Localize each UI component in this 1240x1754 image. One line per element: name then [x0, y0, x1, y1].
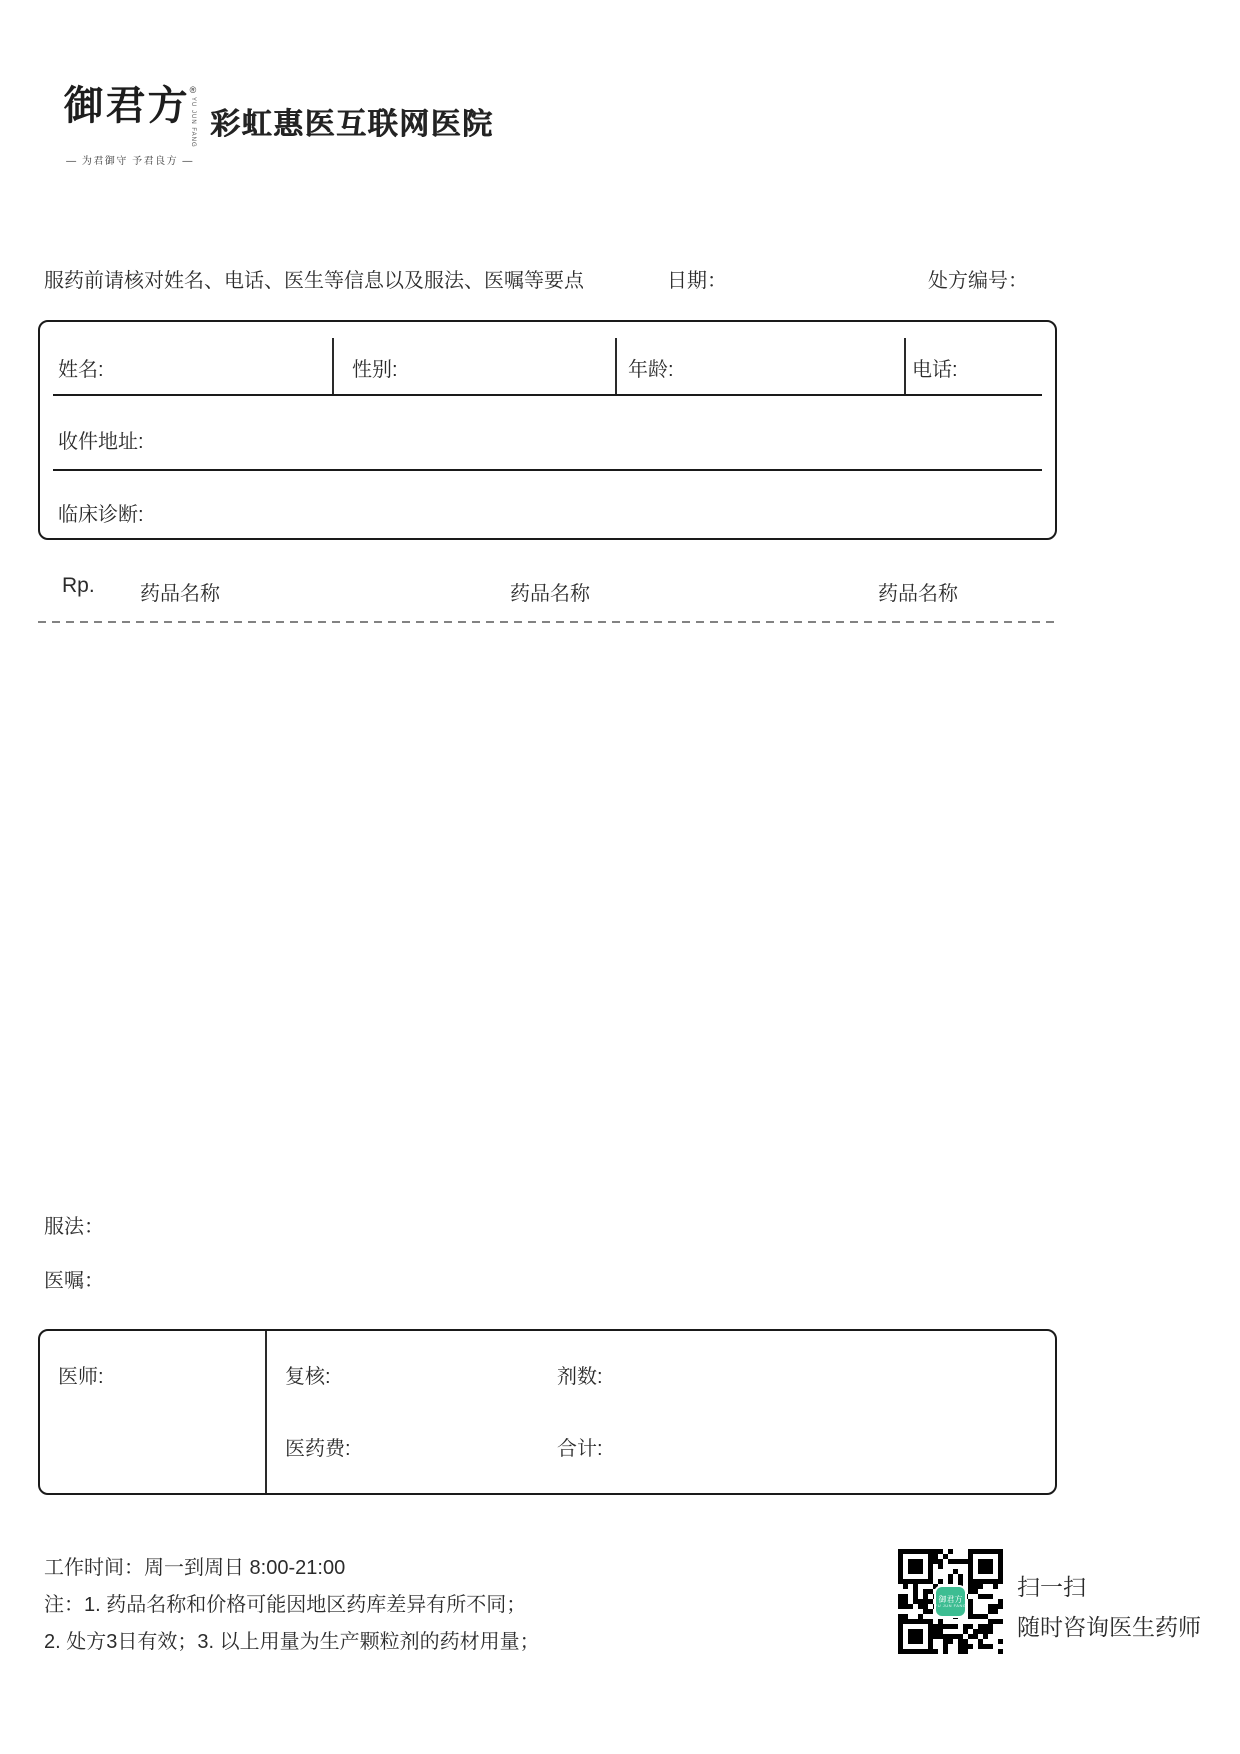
column-divider [332, 338, 334, 394]
prescription-number-label: 处方编号： [928, 270, 1028, 292]
check-reminder-text: 服药前请核对姓名、电话、医生等信息以及服法、医嘱等要点 [44, 270, 584, 292]
column-divider [615, 338, 617, 394]
brand-logo-text: 御君方 [63, 82, 190, 129]
qr-module [903, 1584, 908, 1589]
brand-tagline: — 为君御守 予君良方 — [66, 155, 194, 167]
drug-name-column-header: 药品名称 [510, 583, 590, 605]
medicine-fee-label: 医药费: [285, 1438, 351, 1460]
qr-module [988, 1594, 993, 1599]
qr-module [998, 1639, 1003, 1644]
qr-code [898, 1549, 1003, 1654]
qr-finder-pattern [898, 1549, 933, 1584]
qr-module [928, 1609, 933, 1614]
row-divider [53, 394, 1042, 396]
scan-hint: 随时咨询医生药师 [1017, 1614, 1201, 1640]
qr-module [948, 1639, 953, 1644]
brand-logo [55, 84, 205, 167]
qr-module [988, 1644, 993, 1649]
qr-module [988, 1629, 993, 1634]
scan-label: 扫一扫 [1017, 1574, 1086, 1600]
qr-module [943, 1649, 948, 1654]
qr-module [933, 1649, 938, 1654]
clinical-diagnosis-label: 临床诊断: [58, 504, 144, 526]
dose-count-label: 剂数: [557, 1366, 603, 1388]
advice-label: 医嘱： [44, 1270, 104, 1292]
shipping-address-label: 收件地址: [58, 431, 144, 453]
qr-module [908, 1604, 913, 1609]
note-line-1: 注：1. 药品名称和价格可能因地区药库差异有所不同； [44, 1594, 527, 1616]
patient-info-box [38, 320, 1057, 540]
qr-module [963, 1649, 968, 1654]
note-line-2: 2. 处方3日有效；3. 以上用量为生产颗粒剂的药材用量； [44, 1631, 540, 1653]
column-divider [904, 338, 906, 394]
physician-label: 医师: [58, 1366, 104, 1388]
qr-module [983, 1634, 988, 1639]
work-hours-text: 工作时间：周一到周日 8:00-21:00 [44, 1557, 346, 1579]
patient-phone-label: 电话: [912, 359, 958, 381]
qr-module [968, 1644, 973, 1649]
qr-badge-text: 御君方 [938, 1594, 963, 1604]
qr-module [938, 1579, 943, 1584]
rp-label: Rp. [62, 574, 95, 597]
qr-finder-pattern [968, 1549, 1003, 1584]
signature-fee-box [38, 1329, 1057, 1495]
qr-module [948, 1579, 953, 1584]
patient-age-label: 年龄: [628, 359, 674, 381]
qr-finder-pattern [898, 1619, 933, 1654]
qr-module [978, 1584, 983, 1589]
column-divider [265, 1331, 267, 1493]
patient-name-label: 姓名: [58, 359, 104, 381]
qr-module [938, 1564, 943, 1569]
qr-module [998, 1619, 1003, 1624]
qr-center-logo [936, 1587, 965, 1616]
qr-module [998, 1604, 1003, 1609]
row-divider [53, 469, 1042, 471]
date-label: 日期： [667, 270, 727, 292]
usage-label: 服法： [44, 1216, 104, 1238]
total-label: 合计: [557, 1438, 603, 1460]
qr-module [948, 1549, 953, 1554]
dashed-separator [38, 621, 1057, 623]
registered-trademark-icon: ® [189, 85, 197, 95]
drug-name-column-header: 药品名称 [878, 583, 958, 605]
qr-module [998, 1649, 1003, 1654]
patient-gender-label: 性别: [352, 359, 398, 381]
qr-module [993, 1584, 998, 1589]
qr-module [953, 1624, 958, 1629]
qr-module [993, 1609, 998, 1614]
drug-name-column-header: 药品名称 [140, 583, 220, 605]
hospital-name: 彩虹惠医互联网医院 [210, 108, 494, 141]
qr-badge-subtext: YU JUN FANG [934, 1603, 967, 1609]
brand-logo-vertical-text: YU JUN FANG [189, 97, 196, 148]
reviewer-label: 复核: [285, 1366, 331, 1388]
